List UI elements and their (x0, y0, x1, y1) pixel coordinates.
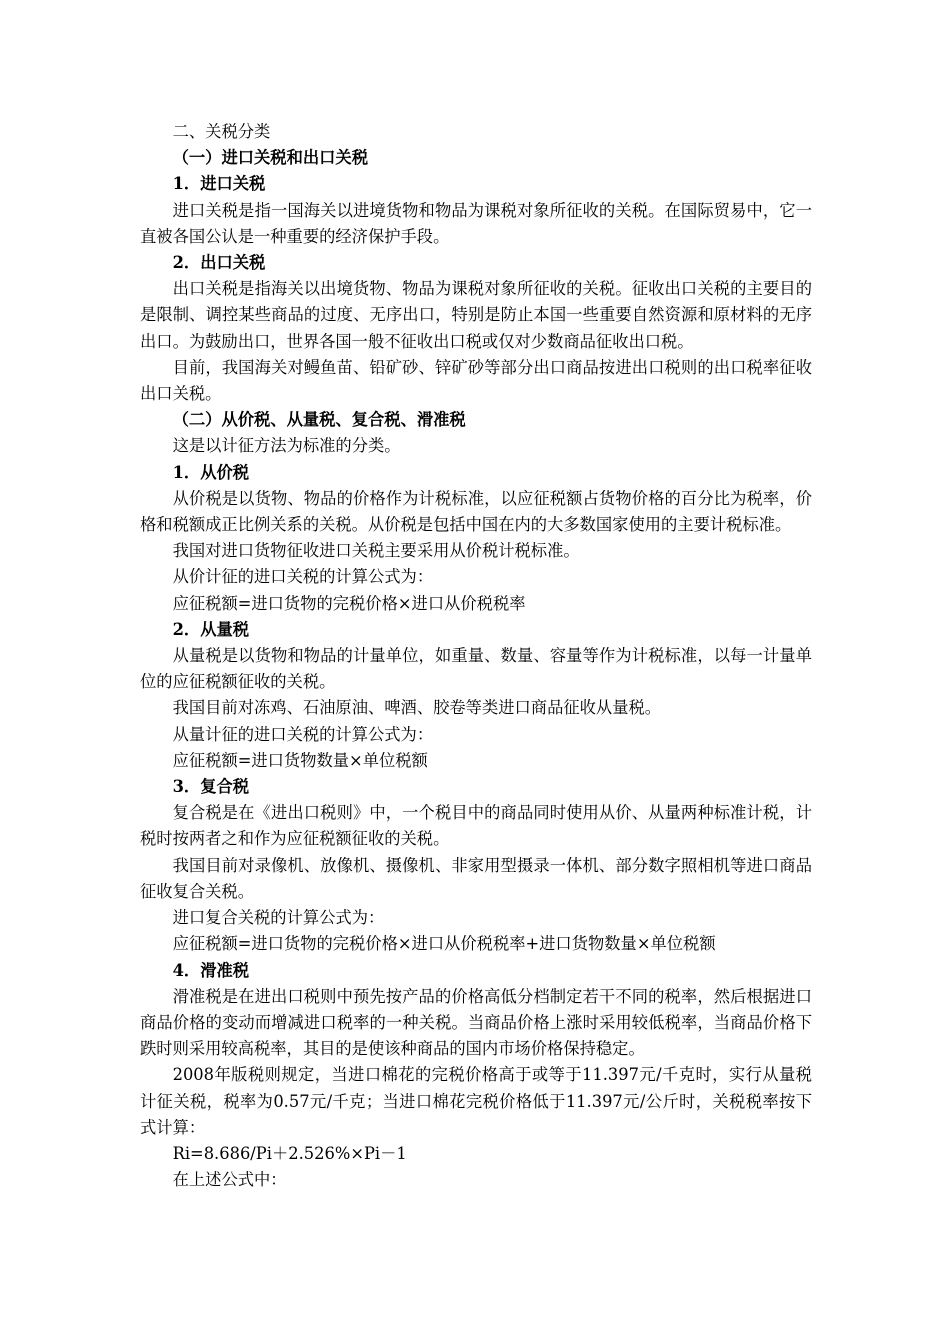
item-heading: 3．复合税 (172, 777, 250, 797)
section-heading: 二、关税分类 (172, 122, 271, 141)
paragraph: 滑准税是在进出口税则中预先按产品的价格高低分档制定若干不同的税率，然后根据进口商品价格的变动而增减进口税率的一种关税。当商品价格上涨时采用较低税率，当商品价格下跌时则采用较高税率，其目的是使该种商品的国内市场价格保持稳定。 (140, 986, 812, 1059)
paragraph: 从量税是以货物和物品的计量单位，如重量、数量、容量等作为计税标准，以每一计量单位的应征税额征收的关税。 (140, 646, 812, 692)
paragraph: 从价计征的进口关税的计算公式为： (172, 567, 434, 587)
paragraph: 从量计征的进口关税的计算公式为： (172, 724, 434, 744)
formula: 应征税额=进口货物数量×单位税额 (172, 750, 428, 770)
item-heading: 2．出口关税 (172, 253, 266, 273)
paragraph: 我国目前对录像机、放像机、摄像机、非家用型摄录一体机、部分数字照相机等进口商品征收复合关税。 (140, 855, 812, 901)
formula: 应征税额=进口货物的完税价格×进口从价税税率+进口货物数量×单位税额 (172, 934, 716, 954)
paragraph: 我国目前对冻鸡、石油原油、啤酒、胶卷等类进口商品征收从量税。 (172, 698, 662, 718)
item-heading: 4．滑准税 (172, 960, 250, 980)
item-heading: 1．从价税 (172, 462, 250, 482)
paragraph: 出口关税是指海关以出境货物、物品为课税对象所征收的关税。征收出口关税的主要目的是限制、调控某些商品的过度、无序出口，特别是防止本国一些重要自然资源和原材料的无序出口。为鼓励出口，世界各国一般不征收出口税或仅对少数商品征收出口税。 (140, 279, 812, 351)
paragraph: 进口复合关税的计算公式为： (172, 908, 385, 928)
paragraph: 我国对进口货物征收进口关税主要采用从价税计税标准。 (172, 541, 580, 561)
paragraph: 复合税是在《进出口税则》中，一个税目中的商品同时使用从价、从量两种标准计税，计税时按两者之和作为应征税额征收的关税。 (140, 803, 812, 849)
paragraph: 目前，我国海关对鳗鱼苗、铅矿砂、锌矿砂等部分出口商品按进出口税则的出口税率征收出口关税。 (140, 357, 812, 404)
paragraph: 在上述公式中： (172, 1170, 287, 1190)
subsection-heading: （一）进口关税和出口关税 (172, 148, 368, 168)
paragraph: 进口关税是指一国海关以进境货物和物品为课税对象所征收的关税。在国际贸易中，它一直被各国公认是一种重要的经济保护手段。 (140, 200, 812, 246)
subsection-heading: （二）从价税、从量税、复合税、滑准税 (172, 410, 466, 430)
item-heading: 1．进口关税 (172, 174, 266, 194)
paragraph: 从价税是以货物、物品的价格作为计税标准，以应征税额占货物价格的百分比为税率，价格和税额成正比例关系的关税。从价税是包括中国在内的大多数国家使用的主要计税标准。 (140, 488, 812, 535)
paragraph: 2008年版税则规定，当进口棉花的完税价格高于或等于11.397元/千克时，实行从量税计征关税，税率为0.57元/千克；当进口棉花完税价格低于11.397元/公斤时，关税税率按下式计算： (140, 1065, 812, 1137)
formula: Ri=8.686/Pi＋2.526%×Pi－1 (172, 1143, 407, 1163)
paragraph: 这是以计征方法为标准的分类。 (172, 436, 401, 456)
document-body (140, 119, 812, 1193)
item-heading: 2．从量税 (172, 619, 250, 639)
formula: 应征税额=进口货物的完税价格×进口从价税税率 (172, 593, 526, 613)
